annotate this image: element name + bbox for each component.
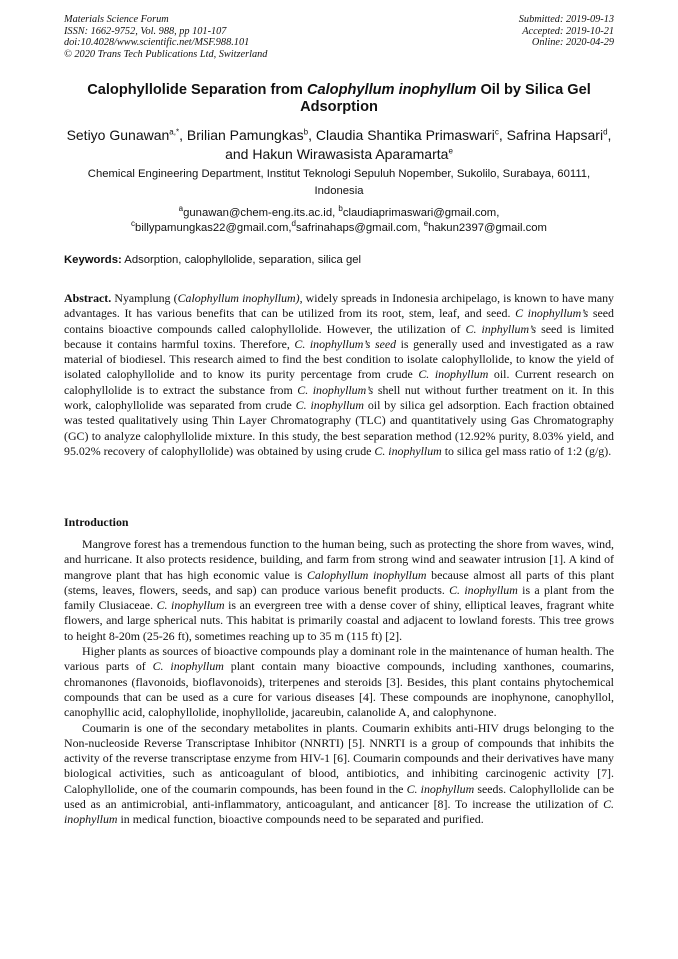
abstract-italic-text: C. inophyllum’s [297,382,374,397]
copyright: © 2020 Trans Tech Publications Ltd, Switzerland [64,48,268,60]
body-text: Higher plants as sources of bioactive compounds play a dominant role in the maintenance of human health. The various parts of [64,644,614,674]
author-name: Hakun Wirawasista Aparamarta [252,145,449,162]
abstract-text: shell nut without further treatment on it. In this work, calophyllolide was separated from crude [64,382,615,413]
author-separator: , and [225,127,612,162]
author-separator: , [308,127,316,143]
body-italic-text: C. inophyllum [64,797,614,827]
title-species: Calophyllum inophyllum [306,82,477,98]
abstract-text: oil. Current research on calophyllolide is to extract the substance from [64,367,615,397]
abstract-text: oil by silica gel adsorption. Each fraction obtained was tested qualitatively using Thin Layer Chromatography (TLC) and quantitatively using Gas Chromatography (GC) to analyze calophyllolide mixture. In this study, the best separation method (12.92% purity, 8.03% yield, and 95.02% recovery of calophyllolide) was obtained by using crude [64,398,614,458]
submitted-date: Submitted: 2019-09-13 [518,14,614,25]
email-address: gunawan@chem-eng.its.ac.id [183,207,333,219]
author-affil-mark: e [448,145,453,155]
body-italic-text: C. inophyllum [449,582,518,597]
abstract-text: to silica gel mass ratio of 1:2 (g/g). [441,443,612,458]
accepted-date: Accepted: 2019-10-21 [522,25,614,37]
author-name: Setiyo Gunawan [66,127,170,143]
keywords [64,253,614,268]
paper-title [64,82,614,117]
body-text: in medical function, bioactive compounds need to be separated and purified. [117,812,484,827]
introduction-paragraph [64,644,614,720]
body-text: because almost all parts of this plant (stems, leaves, flowers, seeds, and sap) can produce various benefit products. [64,567,614,597]
email-mark: b [338,204,343,214]
author-separator: , [179,127,187,143]
body-italic-text: C. inophyllum [406,781,475,796]
abstract-italic-text: C. inphyllum’s [465,321,537,336]
abstract-italic-text: C inophyllum’s [515,306,589,321]
abstract-italic-text: C. inophyllum [295,398,364,413]
author-affil-mark: a,* [169,127,180,137]
abstract-italic-text: C. inophyllum’s seed [294,336,397,351]
abstract-italic-text: C. inophyllum [374,443,442,458]
body-italic-text: Calophyllum inophyllum [306,567,427,582]
abstract-text: is generally used and investigated as a raw material of biodiesel. This research aimed to find the best condition to isolate calophyllolide, to know the yield of isolated calophyllolide and to know its purity percentage from crude [64,336,614,382]
abstract-label: Abstract. [64,291,112,305]
abstract-text: , widely spreads in Indonesia archipelago, is known to have many advantages. It has various benefits that can be utilized from its root, stem, leaf, and seed. [64,291,615,321]
author-name: Safrina Hapsari [506,127,604,143]
body-text: seeds. Calophyllolide can be used as an antimicrobial, anti-inflammatory, anticoagulant, and anticancer [8]. To increase the utilization of [64,781,614,812]
body-text: Mangrove forest has a tremendous function to the human being, such as protecting the shore from waves, wind, and hurricane. It also protects residence, building, and farm from strong wind and seawater intrusion [1]. A kind of mangrove plant that has high economic value is [64,537,614,582]
author-name: Brilian Pamungkas [186,127,304,143]
email-address: claudiaprimaswari@gmail.com [342,207,497,219]
author-list [64,126,614,163]
title-part-1: Calophyllolide Separation from [87,82,307,98]
author-affil-mark: b [303,127,309,137]
author-separator: , [498,127,507,143]
abstract-text: seed contains bioactive compounds called calophyllolide. However, the utilization of [64,306,614,336]
section-heading-introduction: Introduction [64,515,129,529]
abstract-text: Nyamplung ( [114,291,178,305]
introduction-paragraph [64,721,614,828]
online-date: Online: 2020-04-29 [531,37,614,49]
email-separator: , [332,207,339,219]
body-text: is an evergreen tree with a dense cover of shiny, elliptical leaves, fragrant white flowers, and large spherical nuts. This habitat is primarily coastal and adjacent to lowland forests. This tree grows to height 8-20m (25-26 ft), sometimes reaching up to 35 m (115 ft) [2]. [64,598,614,643]
header-right [519,14,614,49]
email-address: hakun2397@gmail.com [428,222,547,235]
body-text: is a plant from the family Clusiaceae. [64,582,614,613]
email-separator: , [496,207,500,219]
author-affil-mark: c [494,127,499,137]
body-text: plant contain many bioactive compounds, including xanthones, coumarins, chromanones (flavonoids, bioflavonoids), triterpenes and steroids [3]. Besides, this plant contains phytochemical compounds that can be used as a cure for various diseases [4]. These compounds are inophynone, canophyllol, canophyllic acid, calophyllolide, inophyllolide, jacareubin, calanolide A, and calophynone. [64,659,614,720]
abstract-italic-text: Calophyllum inophyllum) [177,291,300,305]
email-mark: e [423,219,429,229]
keywords-label: Keywords: [64,254,122,266]
email-mark: c [131,219,136,229]
affiliation: Chemical Engineering Department, Institut Teknologi Sepuluh Nopember, Sukolilo, Surabaya, 60111, Indonesia [87,168,591,197]
body-text: Coumarin is one of the secondary metabolites in plants. Coumarin exhibits anti-HIV drugs belonging to the Non-nucleoside Reverse Transcriptase Inhibitor (NNRTI) [5]. NNRTI is a group of compounds that inhibits the activity of the reverse transcriptase enzyme from HIV-1 [6]. Coumarin compounds and their derivatives have many biological activities, such as anticoagulant of blood, antibiotics, and inhibiting carcinogenic activity [7]. Calophyllolide, one of the coumarin compounds, has been found in the [64,720,614,796]
email-address: billypamungkas22@gmail.com [135,222,289,235]
email-mark: d [291,219,296,229]
body-italic-text: C. inophyllum [156,598,225,613]
doi: doi:10.4028/www.scientific.net/MSF.988.101 [64,37,250,49]
email-list [64,206,614,237]
abstract [64,291,614,459]
introduction-paragraph [64,537,614,644]
author-affil-mark: d [603,127,608,137]
email-address: safrinahaps@gmail.com [296,222,418,235]
keywords-text: Adsorption, calophyllolide, separation, silica gel [121,254,362,266]
email-separator: , [417,222,424,235]
author-name: Claudia Shantika Primaswari [315,127,495,143]
body-italic-text: C. inophyllum [152,659,224,674]
abstract-italic-text: C. inophyllum [418,367,489,382]
introduction-body [64,537,614,828]
email-mark: a [178,204,184,214]
title-part-2: Oil by Silica Gel Adsorption [300,82,591,116]
journal-name: Materials Science Forum [64,14,169,25]
header-left [64,14,267,60]
email-separator: , [288,222,292,235]
abstract-text: seed is limited because it contains harmful toxins. Therefore, [64,321,614,351]
issn-volume: ISSN: 1662-9752, Vol. 988, pp 101-107 [64,25,227,37]
